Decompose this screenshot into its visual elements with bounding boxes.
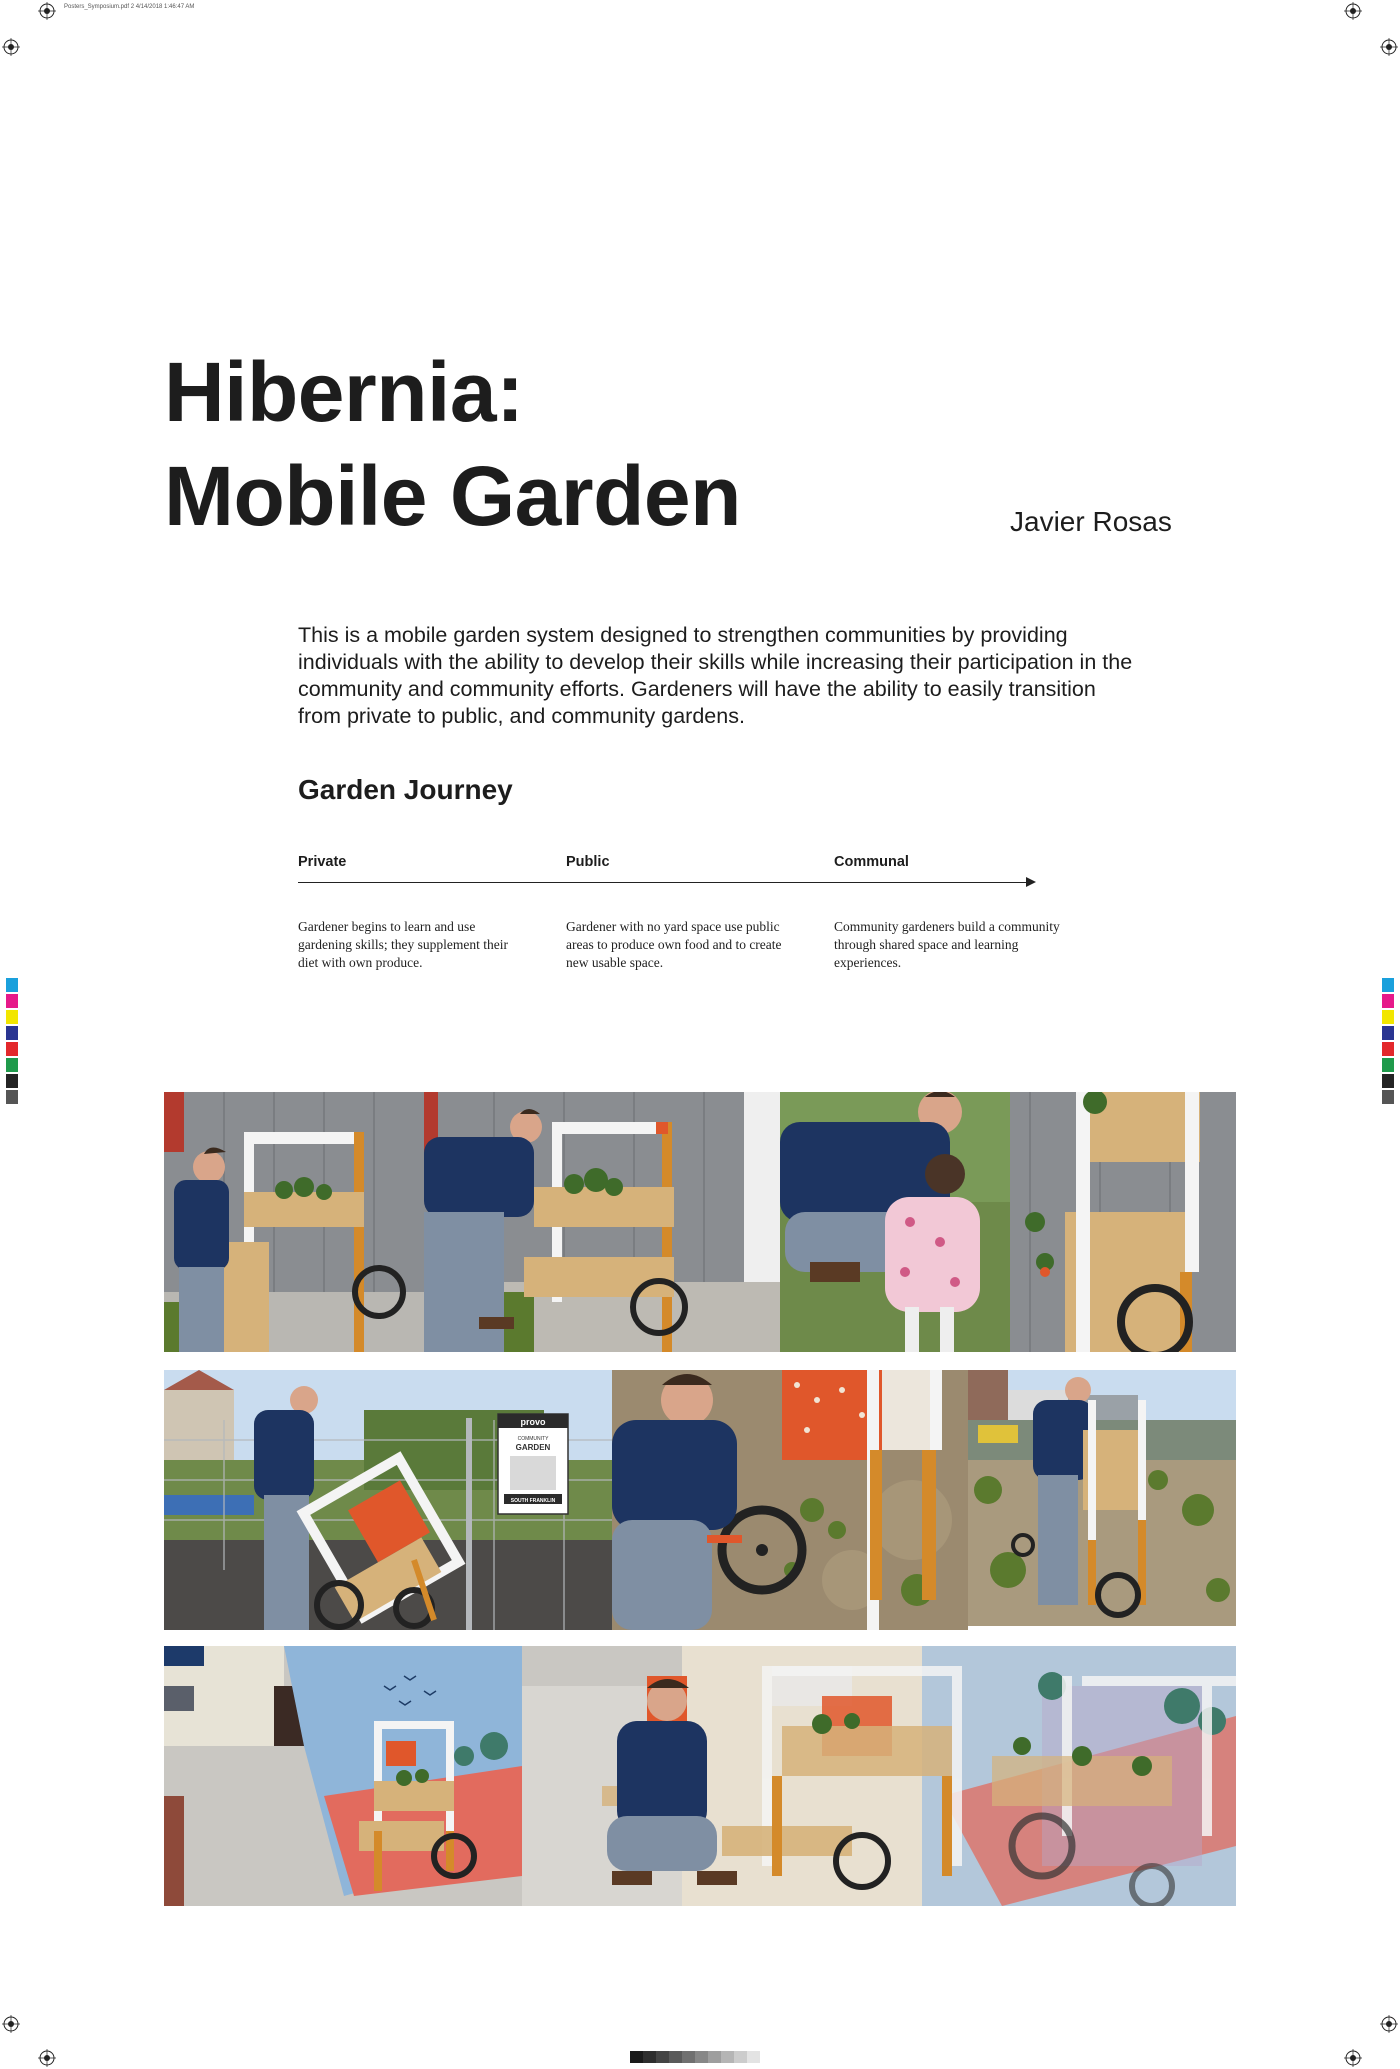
color-swatch xyxy=(1382,1010,1394,1026)
registration-mark-icon xyxy=(1344,2049,1362,2067)
greyscale-swatch xyxy=(695,2051,708,2063)
color-swatch xyxy=(1382,1058,1394,1074)
color-swatch xyxy=(1382,1074,1394,1090)
sign-location: SOUTH FRANKLIN xyxy=(510,1498,556,1504)
sign-top: COMMUNITY xyxy=(517,1436,549,1442)
stage-description-private: Gardener begins to learn and use gardening skills; they supplement their diet with own produce. xyxy=(298,919,508,970)
photo-private-2 xyxy=(424,1092,780,1352)
registration-mark-icon xyxy=(1380,2015,1398,2033)
greyscale-swatch xyxy=(643,2051,656,2063)
color-swatch xyxy=(6,1090,18,1106)
photo-public-1 xyxy=(164,1370,612,1630)
photo-private-1 xyxy=(164,1092,424,1352)
sign-name: GARDEN xyxy=(515,1443,551,1452)
color-swatch xyxy=(6,1042,18,1058)
author-name: Javier Rosas xyxy=(1010,506,1172,537)
registration-mark-icon xyxy=(1380,38,1398,56)
stage-label-public: Public xyxy=(566,854,610,870)
registration-mark-icon xyxy=(38,2,56,20)
print-filename: Posters_Symposium.pdf 2 4/14/2018 1:46:47 AM xyxy=(64,4,195,10)
journey-timeline-line xyxy=(298,882,1034,883)
color-swatch xyxy=(6,994,18,1010)
greyscale-swatch xyxy=(656,2051,669,2063)
registration-mark-icon xyxy=(2,2015,20,2033)
color-swatch xyxy=(1382,994,1394,1010)
registration-mark-icon xyxy=(38,2049,56,2067)
stage-description-public: Gardener with no yard space use public areas to produce own food and to create new usable space. xyxy=(566,919,782,970)
title-line-2: Mobile Garden xyxy=(164,449,741,543)
photo-communal-1 xyxy=(164,1646,522,1906)
greyscale-swatch xyxy=(682,2051,695,2063)
color-bar-right xyxy=(1382,978,1394,1106)
color-swatch xyxy=(6,1010,18,1026)
greyscale-swatch xyxy=(721,2051,734,2063)
greyscale-swatch xyxy=(708,2051,721,2063)
journey-heading: Garden Journey xyxy=(298,774,513,805)
color-swatch xyxy=(1382,1026,1394,1042)
intro-paragraph: This is a mobile garden system designed to strengthen communities by providing individuals with the ability to develop their skills while increasing their participation in the community and community efforts. Gardeners will have the ability to easily transition from private to public, and community gardens. xyxy=(298,623,1133,728)
sign-brand: provo xyxy=(520,1417,546,1427)
greyscale-swatch xyxy=(747,2051,760,2063)
color-swatch xyxy=(1382,1090,1394,1106)
greyscale-swatch xyxy=(630,2051,643,2063)
photo-public-2 xyxy=(612,1370,968,1630)
greyscale-swatch xyxy=(734,2051,747,2063)
title-line-1: Hibernia: xyxy=(164,345,524,439)
greyscale-bar xyxy=(630,2051,760,2063)
registration-mark-icon xyxy=(1344,2,1362,20)
photo-communal-2 xyxy=(522,1646,1236,1906)
photo-private-3 xyxy=(780,1092,1236,1352)
color-swatch xyxy=(1382,1042,1394,1058)
poster-title xyxy=(164,340,741,548)
color-swatch xyxy=(1382,978,1394,994)
photo-public-3 xyxy=(968,1370,1236,1626)
greyscale-swatch xyxy=(669,2051,682,2063)
color-swatch xyxy=(6,1058,18,1074)
color-swatch xyxy=(6,1074,18,1090)
arrow-right-icon xyxy=(1026,877,1036,887)
color-swatch xyxy=(6,1026,18,1042)
stage-label-communal: Communal xyxy=(834,854,909,870)
color-bar-left xyxy=(6,978,18,1106)
stage-label-private: Private xyxy=(298,854,347,870)
color-swatch xyxy=(6,978,18,994)
stage-description-communal: Community gardeners build a community through shared space and learning experiences. xyxy=(834,919,1060,970)
registration-mark-icon xyxy=(2,38,20,56)
